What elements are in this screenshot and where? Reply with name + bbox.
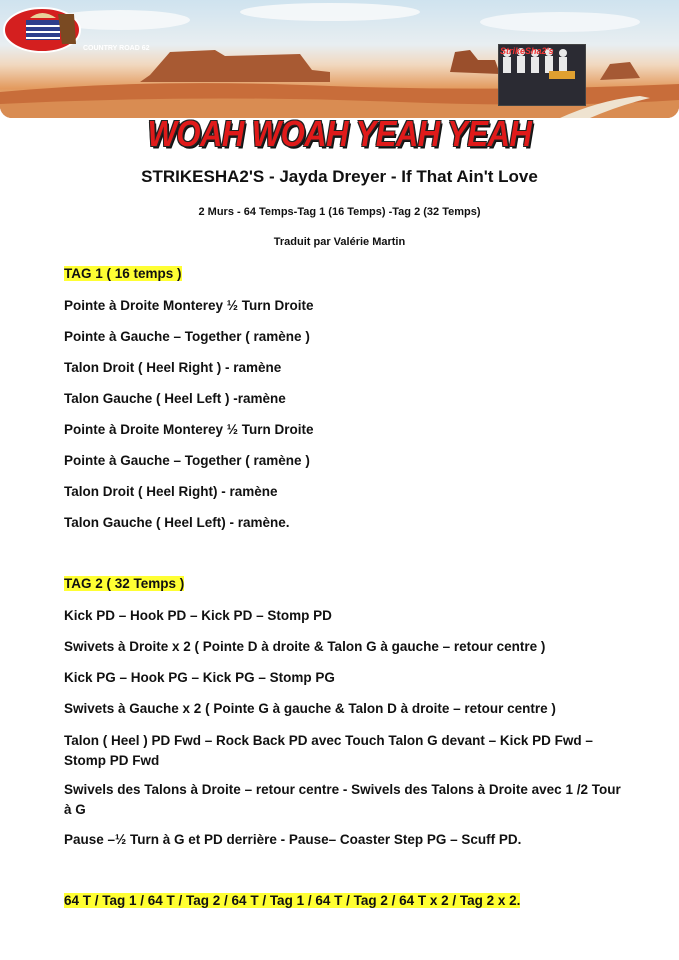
tag1-step: Talon Gauche ( Heel Left ) -ramène [64,391,286,406]
song-subtitle: STRIKESHA2'S - Jayda Dreyer - If That Ain't Love [141,167,538,186]
tag1-step: Pointe à Droite Monterey ½ Turn Droite [64,422,314,437]
tag2-step: Swivets à Droite x 2 ( Pointe D à droite & Talon G à gauche – retour centre ) [64,639,546,654]
tag1-heading: TAG 1 ( 16 temps ) [64,266,182,281]
translator-credit: Traduit par Valérie Martin [273,236,406,248]
tag1-step: Pointe à Droite Monterey ½ Turn Droite [64,298,314,313]
tag1-step: Talon Gauche ( Heel Left) - ramène. [64,515,290,530]
tag2-heading: TAG 2 ( 32 Temps ) [64,576,185,591]
logo-text: COUNTRY ROAD 62 [83,45,150,52]
tag2-step: Kick PG – Hook PG – Kick PG – Stomp PG [64,670,335,685]
tag2-step: Talon ( Heel ) PD Fwd – Rock Back PD avec Touch Talon G devant – Kick PD Fwd – Stomp PD Fwd [64,733,593,768]
dance-meta: 2 Murs - 64 Temps-Tag 1 (16 Temps) -Tag 2 (32 Temps) [198,206,481,218]
dance-sequence: 64 T / Tag 1 / 64 T / Tag 2 / 64 T / Tag 1 / 64 T / Tag 2 / 64 T x 2 / Tag 2 x 2. [64,893,521,908]
country-road-logo [0,0,88,56]
band-logo-text: StrikeSha2's [500,46,554,56]
tag1-step: Pointe à Gauche – Together ( ramène ) [64,453,310,468]
tag2-step: Kick PD – Hook PD – Kick PD – Stomp PD [64,608,332,623]
tag1-step: Talon Droit ( Heel Right ) - ramène [64,360,282,375]
tag2-step: Pause –½ Turn à G et PD derrière - Pause– Coaster Step PG – Scuff PD. [64,832,522,847]
dance-title: WOAH WOAH YEAH YEAH [147,113,532,155]
tag2-step: Swivels des Talons à Droite – retour centre - Swivels des Talons à Droite avec 1 /2 Tour à G [64,782,621,817]
header-banner [0,0,679,118]
tag1-step: Talon Droit ( Heel Right) - ramène [64,484,278,499]
tag2-step: Swivets à Gauche x 2 ( Pointe G à gauche & Talon D à droite – retour centre ) [64,701,556,716]
tag1-step: Pointe à Gauche – Together ( ramène ) [64,329,310,344]
